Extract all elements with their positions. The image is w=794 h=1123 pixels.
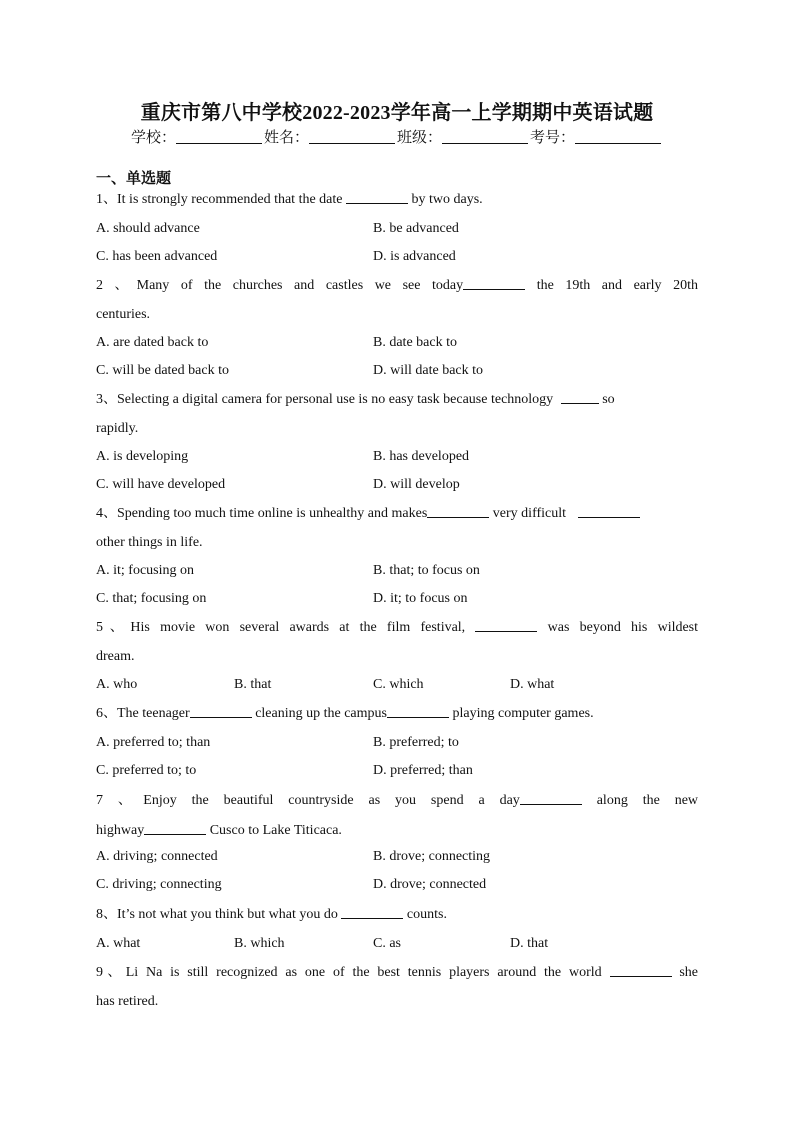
question-1-stem bbox=[96, 190, 698, 209]
answer-blank bbox=[341, 905, 403, 919]
option-a[interactable]: A. are dated back to bbox=[96, 335, 209, 350]
answer-blank bbox=[578, 504, 640, 518]
option-c[interactable]: C. that; focusing on bbox=[96, 591, 207, 606]
answer-blank bbox=[610, 963, 672, 977]
question-text: Selecting a digital camera for personal use is no easy task because technology bbox=[117, 392, 554, 407]
question-number: 3、 bbox=[96, 392, 117, 407]
answer-blank bbox=[561, 390, 599, 404]
option-c[interactable]: C. preferred to; to bbox=[96, 763, 197, 778]
question-text: very difficult bbox=[492, 506, 567, 521]
option-a[interactable]: A. it; focusing on bbox=[96, 563, 194, 578]
question-text: Many of the churches and castles we see today bbox=[136, 278, 464, 293]
question-number: 4、 bbox=[96, 506, 117, 521]
answer-blank bbox=[475, 618, 537, 632]
option-c[interactable]: C. which bbox=[373, 677, 424, 692]
answer-blank bbox=[346, 190, 408, 204]
option-b[interactable]: B. date back to bbox=[373, 335, 457, 350]
question-4-stem bbox=[96, 504, 698, 523]
name-label: 姓名： bbox=[263, 130, 309, 146]
question-text: the 19th and early 20th bbox=[536, 278, 699, 293]
student-info-row bbox=[96, 126, 698, 147]
option-c[interactable]: C. as bbox=[373, 936, 401, 951]
class-label: 班级： bbox=[397, 130, 443, 146]
question-9-stem bbox=[96, 963, 698, 982]
option-b[interactable]: B. has developed bbox=[373, 449, 470, 464]
question-number: 5、 bbox=[96, 620, 131, 635]
option-a[interactable]: A. preferred to; than bbox=[96, 735, 211, 750]
option-a[interactable]: A. driving; connected bbox=[96, 849, 218, 864]
question-number: 2 、 bbox=[96, 278, 137, 293]
number-label: 考号： bbox=[530, 130, 576, 146]
option-d[interactable]: D. preferred; than bbox=[373, 763, 473, 778]
question-text: It’s not what you think but what you do bbox=[117, 907, 338, 922]
option-b[interactable]: B. preferred; to bbox=[373, 735, 459, 750]
option-a[interactable]: A. is developing bbox=[96, 449, 189, 464]
question-text: so bbox=[602, 392, 615, 407]
option-d[interactable]: D. drove; connected bbox=[373, 877, 487, 892]
option-b[interactable]: B. that; to focus on bbox=[373, 563, 480, 578]
question-text: Li Na is still recognized as one of the best tennis players around the world bbox=[125, 965, 602, 980]
question-text: Spending too much time online is unhealthy and makes bbox=[117, 506, 428, 521]
option-a[interactable]: A. should advance bbox=[96, 221, 200, 236]
question-text: His movie won several awards at the film festival, bbox=[130, 620, 466, 635]
question-text: by two days. bbox=[411, 192, 483, 207]
option-c[interactable]: C. will be dated back to bbox=[96, 363, 229, 378]
answer-blank bbox=[190, 704, 252, 718]
question-text: counts. bbox=[406, 907, 447, 922]
question-9-stem-cont: has retired. bbox=[96, 994, 159, 1009]
question-2-stem bbox=[96, 276, 698, 295]
page-title: 重庆市第八中学校2022-2023学年高一上学期期中英语试题 bbox=[140, 102, 654, 124]
question-text: Enjoy the beautiful countryside as you spend a day bbox=[143, 793, 520, 808]
question-6-stem bbox=[96, 704, 698, 723]
answer-blank bbox=[387, 704, 449, 718]
option-d[interactable]: D. will date back to bbox=[373, 363, 484, 378]
question-5-stem-cont: dream. bbox=[96, 649, 135, 664]
option-a[interactable]: A. what bbox=[96, 936, 141, 951]
question-5-stem bbox=[96, 618, 698, 637]
option-b[interactable]: B. be advanced bbox=[373, 221, 459, 236]
question-text: It is strongly recommended that the date bbox=[117, 192, 343, 207]
school-label: 学校： bbox=[130, 130, 176, 146]
option-d[interactable]: D. it; to focus on bbox=[373, 591, 468, 606]
question-3-stem-cont: rapidly. bbox=[96, 421, 139, 436]
question-3-stem bbox=[96, 390, 698, 409]
name-blank[interactable] bbox=[309, 129, 395, 144]
option-c[interactable]: C. will have developed bbox=[96, 477, 226, 492]
question-text: cleaning up the campus bbox=[255, 706, 387, 721]
question-7-stem bbox=[96, 791, 698, 810]
question-text: playing computer games. bbox=[452, 706, 594, 721]
question-number: 6、 bbox=[96, 706, 117, 721]
answer-blank bbox=[463, 276, 525, 290]
class-blank[interactable] bbox=[442, 129, 528, 144]
question-8-stem bbox=[96, 905, 698, 924]
question-7-stem-cont bbox=[96, 821, 698, 840]
question-2-stem-cont: centuries. bbox=[96, 307, 151, 322]
answer-blank bbox=[427, 504, 489, 518]
answer-blank bbox=[520, 791, 582, 805]
question-4-stem-cont: other things in life. bbox=[96, 535, 203, 550]
question-text: along the new bbox=[596, 793, 699, 808]
school-blank[interactable] bbox=[176, 129, 262, 144]
question-text: The teenager bbox=[117, 706, 190, 721]
question-number: 7 、 bbox=[96, 793, 144, 808]
section-title: 一、单选题 bbox=[96, 171, 172, 187]
option-b[interactable]: B. that bbox=[234, 677, 272, 692]
option-a[interactable]: A. who bbox=[96, 677, 138, 692]
option-d[interactable]: D. is advanced bbox=[373, 249, 456, 264]
question-text: highway bbox=[96, 823, 145, 838]
question-number: 1、 bbox=[96, 192, 117, 207]
option-d[interactable]: D. will develop bbox=[373, 477, 460, 492]
option-c[interactable]: C. has been advanced bbox=[96, 249, 218, 264]
question-text: Cusco to Lake Titicaca. bbox=[209, 823, 342, 838]
option-b[interactable]: B. which bbox=[234, 936, 285, 951]
question-text: was beyond his wildest bbox=[547, 620, 699, 635]
option-b[interactable]: B. drove; connecting bbox=[373, 849, 491, 864]
question-number: 8、 bbox=[96, 907, 117, 922]
option-d[interactable]: D. what bbox=[510, 677, 555, 692]
option-d[interactable]: D. that bbox=[510, 936, 549, 951]
question-number: 9、 bbox=[96, 965, 126, 980]
question-text: she bbox=[679, 965, 699, 980]
number-blank[interactable] bbox=[575, 129, 661, 144]
answer-blank bbox=[144, 821, 206, 835]
option-c[interactable]: C. driving; connecting bbox=[96, 877, 222, 892]
